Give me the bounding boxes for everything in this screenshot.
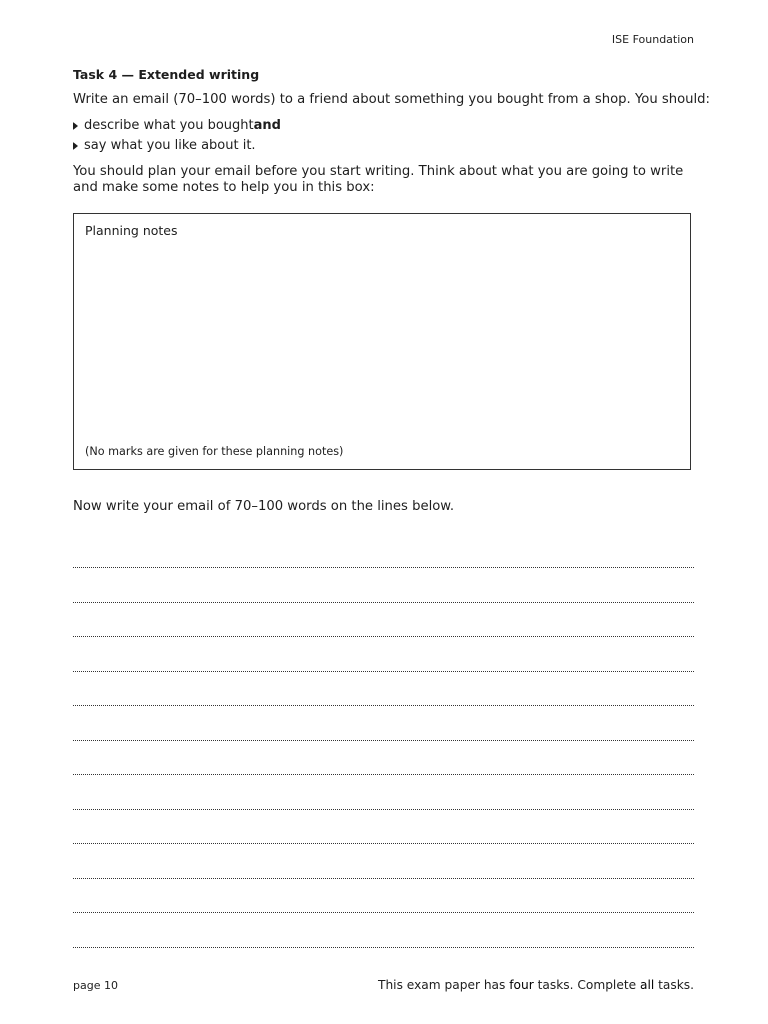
writing-instruction: Now write your email of 70–100 words on the lines below. [73,499,455,514]
task-intro: Write an email (70–100 words) to a friend about something you bought from a shop. You should: [73,92,710,107]
answer-line[interactable] [73,843,694,844]
answer-line[interactable] [73,602,694,603]
bullet-text: describe what you bought [84,118,254,133]
bullet-item [73,136,281,156]
answer-line[interactable] [73,809,694,810]
planning-instruction: You should plan your email before you start writing. Think about what you are going to write and make some notes to help you in this box: [73,164,684,195]
answer-line[interactable] [73,705,694,706]
answer-line[interactable] [73,878,694,879]
answer-line[interactable] [73,912,694,913]
triangle-bullet-icon [73,122,78,130]
footer-notice [378,978,694,992]
footer-notice-prefix: This exam paper has [378,978,510,992]
answer-line[interactable] [73,740,694,741]
bullet-emphasis: and [253,118,281,133]
triangle-bullet-icon [73,142,78,150]
planning-notes-label: Planning notes [85,223,178,238]
task-bullet-list [73,116,281,156]
planning-notes-footnote: (No marks are given for these planning notes) [85,445,344,458]
answer-line[interactable] [73,671,694,672]
planning-notes-box[interactable] [73,213,691,470]
footer-notice-suffix: tasks. [654,978,694,992]
answer-line[interactable] [73,774,694,775]
bullet-item [73,116,281,136]
footer-notice-bold-all: all [639,978,655,992]
answer-line[interactable] [73,636,694,637]
bullet-text: say what you like about it. [84,138,256,153]
footer-notice-bold-four: four [509,978,534,992]
answer-line[interactable] [73,567,694,568]
answer-line[interactable] [73,947,694,948]
page-number: page 10 [73,979,118,992]
exam-name-header: ISE Foundation [611,33,694,46]
footer-notice-middle: tasks. Complete [533,978,640,992]
task-title: Task 4 — Extended writing [73,67,260,82]
